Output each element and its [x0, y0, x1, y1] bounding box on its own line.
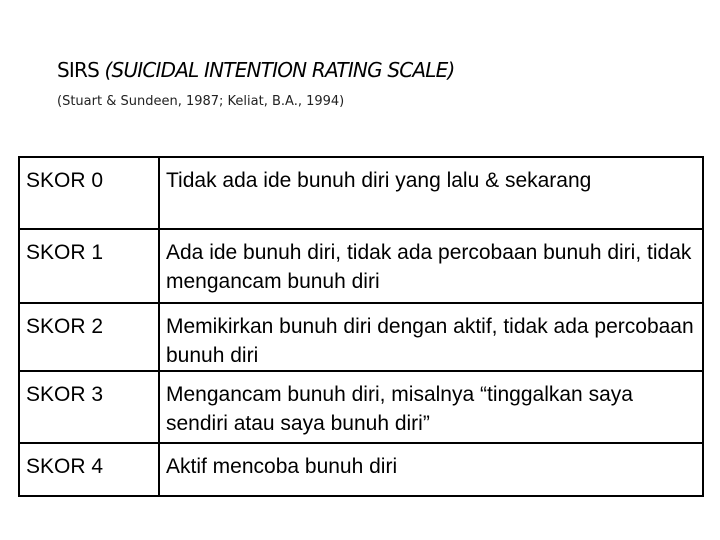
title-scale-name: (SUICIDAL INTENTION RATING SCALE) [104, 58, 455, 82]
table-row [19, 443, 703, 496]
title-prefix: SIRS [57, 58, 105, 82]
description-cell: Tidak ada ide bunuh diri yang lalu & sekarang [159, 157, 703, 229]
table-row [19, 303, 703, 371]
table-row [19, 229, 703, 303]
description-cell: Memikirkan bunuh diri dengan aktif, tidak ada percobaan bunuh diri [159, 303, 703, 371]
score-cell: SKOR 3 [19, 371, 159, 443]
description-cell: Aktif mencoba bunuh diri [159, 443, 703, 496]
page-title [57, 58, 454, 82]
description-cell: Ada ide bunuh diri, tidak ada percobaan bunuh diri, tidak mengancam bunuh diri [159, 229, 703, 303]
score-table [18, 156, 704, 497]
table-row [19, 157, 703, 229]
table-row [19, 371, 703, 443]
description-cell: Mengancam bunuh diri, misalnya “tinggalkan saya sendiri atau saya bunuh diri” [159, 371, 703, 443]
score-cell: SKOR 1 [19, 229, 159, 303]
score-cell: SKOR 0 [19, 157, 159, 229]
score-cell: SKOR 2 [19, 303, 159, 371]
score-cell: SKOR 4 [19, 443, 159, 496]
citation: (Stuart & Sundeen, 1987; Keliat, B.A., 1994) [57, 94, 345, 109]
